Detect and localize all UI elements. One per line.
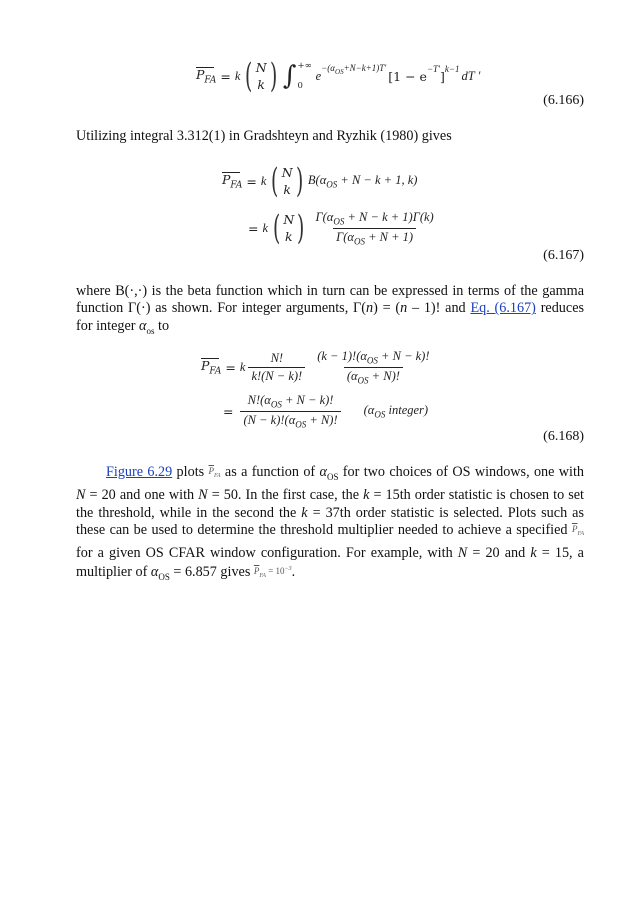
integral-sign: ∫	[282, 61, 297, 91]
paragraph-3: Figure 6.29 plots $\overline{P}_{FA}$ as a function of $\alpha_{OS}$ for two choices of OS windows, one with N = 20 and one with N = 50. In the first case, the k = 15th order statistic is chosen to set the threshold, while in the second the k = 37th order statistic is selected. Plots such as these can be used to determine the threshold multiplier needed to achieve a specified $\overline{P}_{FA}$ for a given OS CFAR window configuration. For example, with N = 20 and k = 15, a multiplier of $\alpha_{OS} = 6.857$ gives $\overline{P}_{FA} = 10^{-3}$.	[76, 464, 585, 582]
equation-6-166: $P_{FA}$ = k ( N k ) ∫ +∞ 0 e $^{-(\alpha_{OS}+N-k+1)T'}$ [1 − e $^{-T'}$ ] $^{k-1}$ dT ′	[196, 56, 481, 96]
pfa-symbol: $P_{FA}$	[196, 66, 217, 86]
paragraph-1: Utilizing integral 3.312(1) in Gradshteyn and Ryzhik (1980) gives	[76, 128, 452, 144]
equation-link[interactable]: Eq. (6.167)	[470, 300, 536, 317]
binomial: ( N k )	[245, 56, 277, 96]
equation-6-167: $P_{FA}$ = k ( N k ) $B(\alpha_{OS} + N - k + 1$, k) = k ( N k ) $\frac{\Gamma(\alpha_{OS} + N - k + 1)\Gamma(k)}{\Gamma(\alpha_{OS} + N + 1)}$	[222, 160, 440, 254]
equation-number-6-167: (6.167)	[543, 248, 584, 263]
figure-link[interactable]: Figure 6.29	[106, 464, 173, 480]
equation-number-6-168: (6.168)	[543, 429, 584, 444]
gamma-fraction: $\frac{\Gamma(\alpha_{OS} + N - k + 1)\Gamma(k)}{\Gamma(\alpha_{OS} + N + 1)}$	[315, 210, 434, 246]
equation-number-6-166: (6.166)	[543, 93, 584, 108]
pfa-inline-symbol: $\overline{P}_{FA}$	[208, 466, 221, 479]
equation-6-168: $P_{FA}$ = k $\frac{N!}{k!(N - k)!}$ $\frac{(k - 1)!(\alpha_{OS} + N - k)!}{(\alpha_{OS} + N)!}$ = $\frac{N!(\alpha_{OS} + N - k)!}{(N - k)!(\alpha_{OS} + N)!}$ ($\alpha_{OS}$ integer)	[201, 349, 430, 429]
paragraph-2: where B(·,·) is the beta function which in turn can be expressed in terms of the gamma function Γ(·) as shown. For integer arguments, Γ(n) = (n – 1)! and Eq. (6.167) reduces for integer $\alpha_{os}$ to	[76, 283, 585, 336]
